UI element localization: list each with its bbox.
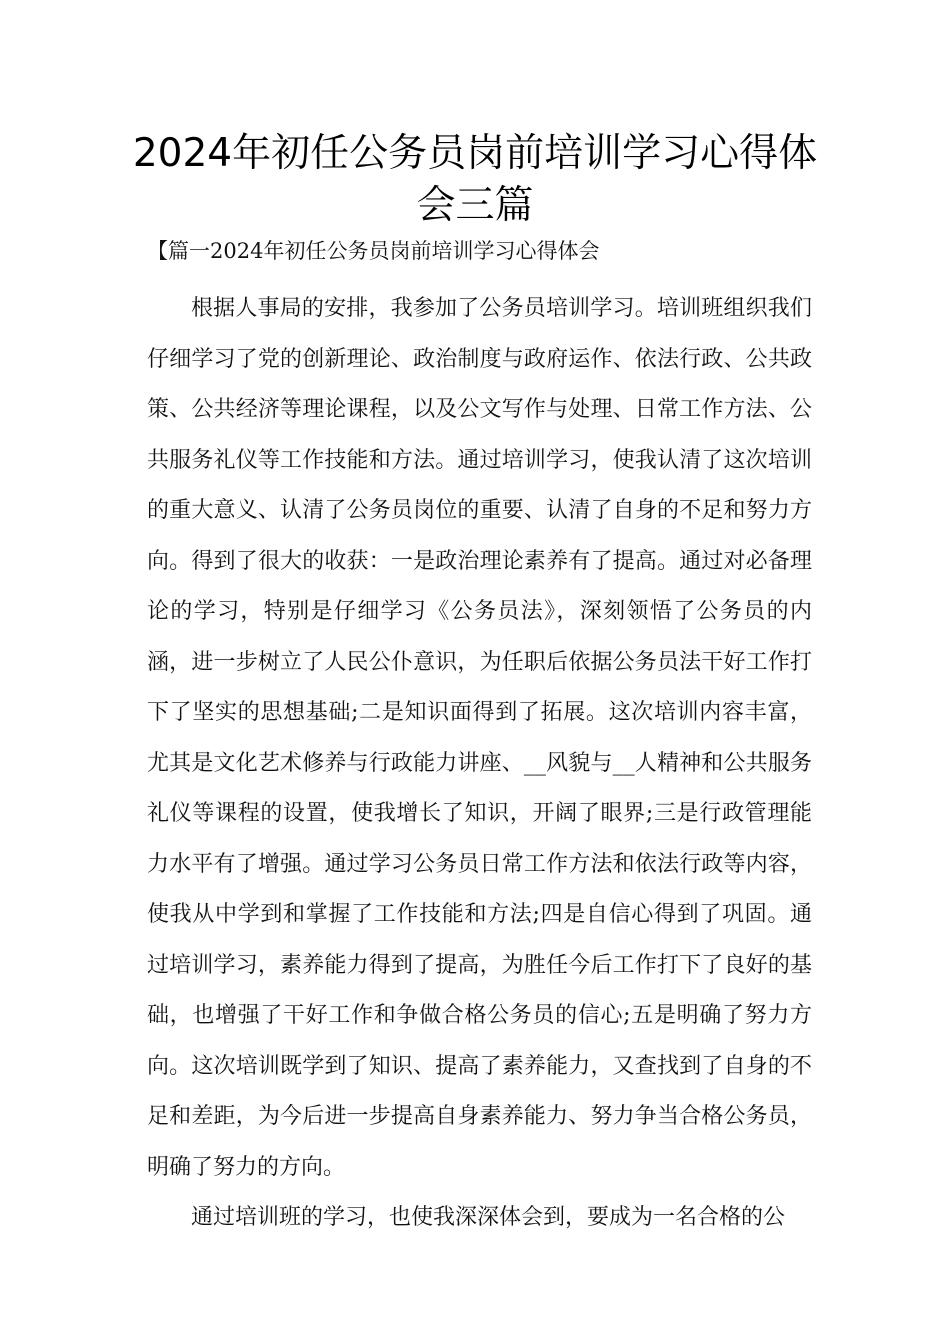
section-heading: 【篇一2024年初任公务员岗前培训学习心得体会 — [147, 239, 600, 263]
document-title: 2024年初任公务员岗前培训学习心得体会三篇 — [132, 131, 818, 228]
body-paragraph: 通过培训班的学习，也使我深深体会到，要成为一名合格的公 — [191, 1205, 786, 1230]
body-paragraph: 根据人事局的安排，我参加了公务员培训学习。培训班组织我们仔细学习了党的创新理论、政治制度与政府运作、依法行政、公共政策、公共经济等理论课程，以及公文写作与处理、日常工作方法、公共服务礼仪等工作技能和方法。通过培训学习，使我认清了这次培训的重大意义、认清了公务员岗位的重要、认清了自身的不足和努力方向。得到了很大的收获：一是政治理论素养有了提高。通过对必备理论的学习，特别是仔细学习《公务员法》，深刻领悟了公务员的内涵，进一步树立了人民公仆意识，为任职后依据公务员法干好工作打下了坚实的思想基础;二是知识面得到了拓展。这次培训内容丰富，尤其是文化艺术修养与行政能力讲座、__风貌与__人精神和公共服务礼仪等课程的设置，使我增长了知识，开阔了眼界;三是行政管理能力水平有了增强。通过学习公务员日常工作方法和依法行政等内容，使我从中学到和掌握了工作技能和方法;四是自信心得到了巩固。通过培训学习，素养能力得到了提高，为胜任今后工作打下了良好的基础，也增强了干好工作和争做合格公务员的信心;五是明确了努力方向。这次培训既学到了知识、提高了素养能力，又查找到了自身的不足和差距，为今后进一步提高自身素养能力、努力争当合格公务员，明确了努力的方向。 — [147, 296, 812, 1180]
document-body — [147, 284, 812, 1244]
